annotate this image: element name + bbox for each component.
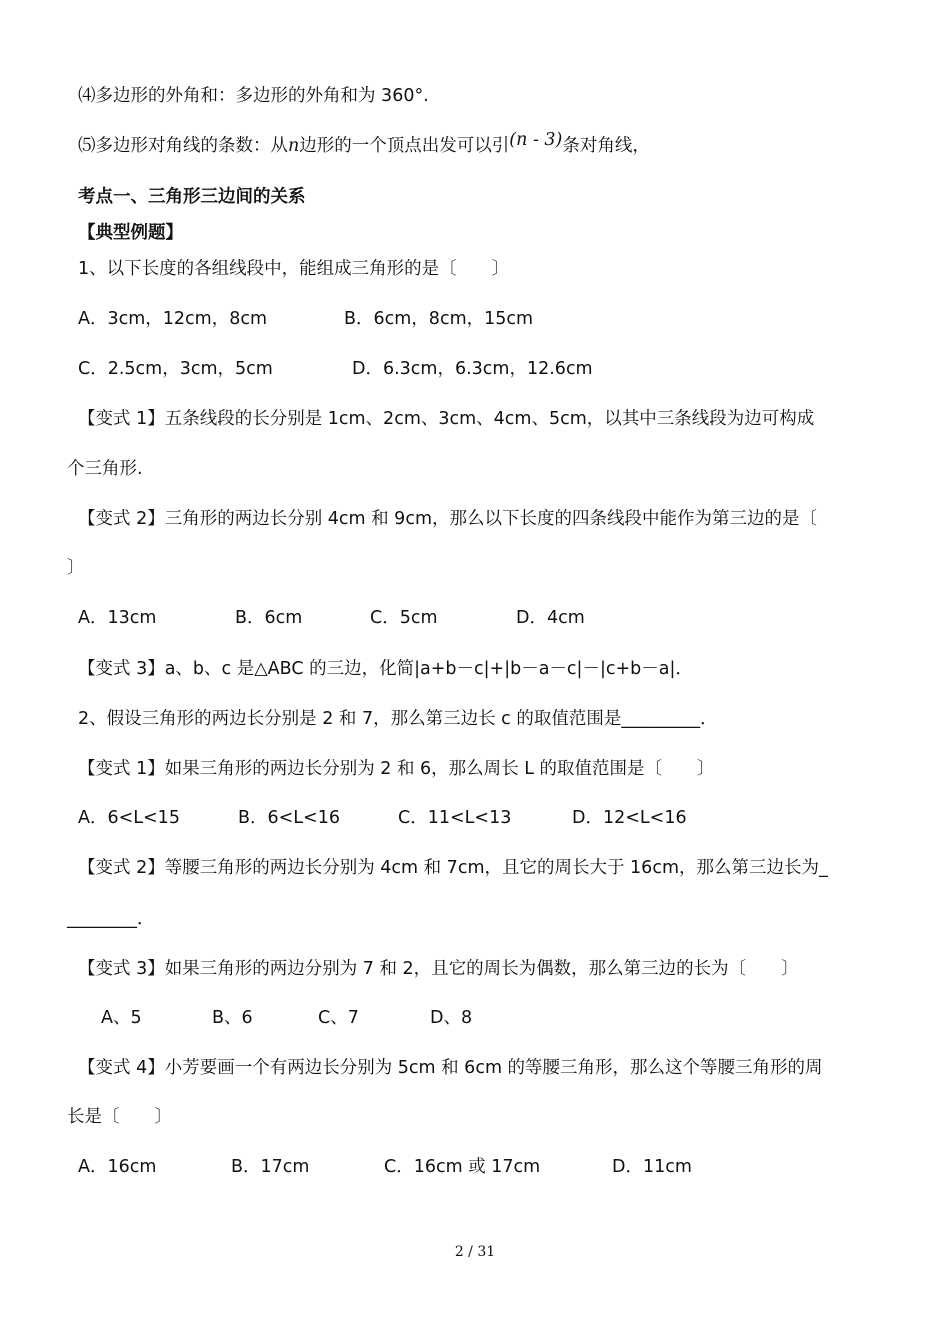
variable-n: n — [288, 136, 300, 156]
variant-2-1-option-a: A．6<L<15 — [78, 808, 180, 828]
variant-2-3-option-a: A、5 — [101, 1008, 142, 1028]
variant-2-1-option-b: B．6<L<16 — [238, 808, 340, 828]
diagonal-text-mid: 边形的一个顶点出发可以引 — [299, 136, 510, 156]
variant-2-4-option-a: A．16cm — [78, 1157, 157, 1177]
diagonal-text-pre: ⑸多边形对角线的条数：从 — [78, 136, 288, 156]
variant-2-3-stem: 【变式 3】如果三角形的两边分别为 7 和 2，且它的周长为偶数，那么第三边的长为〔 〕 — [78, 959, 799, 979]
variant-1-3: 【变式 3】a、b、c 是△ABC 的三边，化简|a+b－c|+|b－a－c|－|c+b－a|． — [78, 659, 693, 679]
variant-1-2-option-d: D．4cm — [516, 608, 585, 628]
variant-2-4-option-b: B．17cm — [231, 1157, 310, 1177]
variant-2-2-line-2: ________． — [67, 909, 155, 929]
variant-2-4-option-c: C．16cm 或 17cm — [384, 1157, 541, 1177]
variant-1-2-option-c: C．5cm — [370, 608, 438, 628]
variant-2-2-line-1: 【变式 2】等腰三角形的两边长分别为 4cm 和 7cm，且它的周长大于 16cm，那么第三边长为_ — [78, 858, 828, 878]
question-1-option-d: D．6.3cm，6.3cm，12.6cm — [352, 359, 593, 379]
question-1-option-a: A．3cm，12cm，8cm — [78, 309, 268, 329]
variant-1-2-option-b: B．6cm — [235, 608, 303, 628]
question-2-stem: 2、假设三角形的两边长分别是 2 和 7，那么第三边长 c 的取值范围是_________． — [78, 709, 718, 729]
variant-1-2-option-a: A．13cm — [78, 608, 157, 628]
variant-2-3-option-d: D、8 — [430, 1008, 473, 1028]
variant-2-3-option-c: C、7 — [318, 1008, 359, 1028]
diagonal-expression: (n - 3) — [509, 130, 563, 150]
question-1-stem: 1、以下长度的各组线段中，能组成三角形的是〔 〕 — [78, 259, 510, 279]
variant-2-3-option-b: B、6 — [212, 1008, 253, 1028]
variant-1-1-line-1: 【变式 1】五条线段的长分别是 1cm、2cm、3cm、4cm、5cm，以其中三条线段为边可构成 — [78, 409, 815, 429]
variant-2-4-line-2: 长是〔 〕 — [67, 1107, 172, 1127]
exterior-angle-sum-line: ⑷多边形的外角和：多边形的外角和为 360°. — [78, 86, 429, 106]
variant-2-4-option-d: D．11cm — [612, 1157, 692, 1177]
typical-examples-heading: 【典型例题】 — [78, 223, 183, 243]
question-1-option-c: C．2.5cm，3cm，5cm — [78, 359, 273, 379]
variant-2-1-stem: 【变式 1】如果三角形的两边长分别为 2 和 6，那么周长 L 的取值范围是〔 〕 — [78, 759, 715, 779]
variant-1-1-line-2: 个三角形. — [67, 459, 143, 479]
diagonal-count-line — [78, 130, 650, 158]
variant-1-2-line-2: 〕 — [67, 558, 85, 578]
variant-1-2-line-1: 【变式 2】三角形的两边长分别 4cm 和 9cm，那么以下长度的四条线段中能作为第三边的是〔 — [78, 509, 817, 529]
variant-2-4-line-1: 【变式 4】小芳要画一个有两边长分别为 5cm 和 6cm 的等腰三角形，那么这个等腰三角形的周 — [78, 1058, 823, 1078]
page-number: 2 / 31 — [454, 1244, 496, 1260]
question-1-option-b: B．6cm，8cm，15cm — [344, 309, 534, 329]
variant-2-1-option-d: D．12<L<16 — [572, 808, 687, 828]
variant-2-1-option-c: C．11<L<13 — [398, 808, 512, 828]
diagonal-text-post: 条对角线， — [562, 136, 650, 156]
section-heading: 考点一、三角形三边间的关系 — [78, 187, 306, 207]
